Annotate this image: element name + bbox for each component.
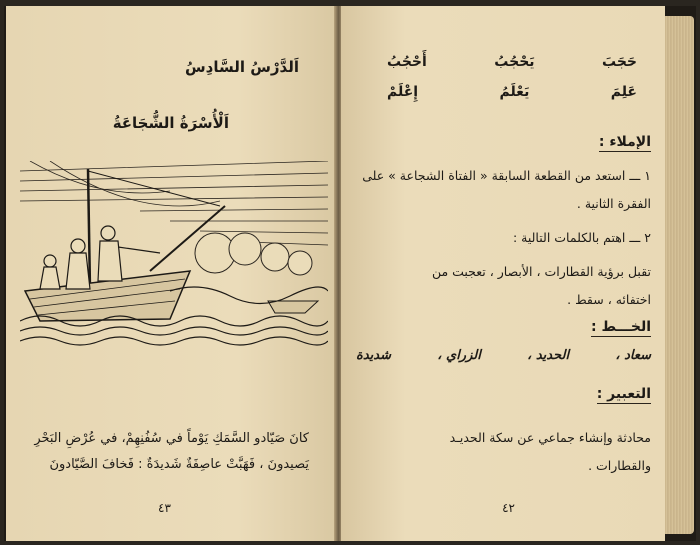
story-paragraph (19, 426, 309, 478)
word: أَحْجُبُ (387, 54, 427, 70)
clouds (195, 233, 312, 275)
word-row (387, 54, 637, 70)
handwriting-words (356, 348, 651, 363)
verb-conjugation-grid (387, 54, 637, 114)
open-book (4, 6, 696, 541)
handwriting-heading: الخـــط : (591, 319, 651, 335)
dictation-words (361, 258, 651, 314)
right-page (341, 6, 665, 541)
word: إِعْلَمْ (387, 84, 419, 100)
expression-paragraph (361, 424, 651, 480)
word: يَحْجُبُ (494, 54, 535, 70)
handwriting-word: الزراي ، (437, 348, 481, 363)
text-line: محادثة وإنشاء جماعي عن سكة الحديـد (449, 430, 651, 445)
page-number-left: ٤٣ (158, 501, 171, 515)
text-line: الفقرة الثانية . (576, 196, 651, 211)
word-row (387, 84, 637, 100)
dictation-item-2: ٢ ـــ اهتم بالكلمات التالية : (512, 230, 651, 245)
page-edges (665, 16, 694, 534)
story-title: اَلْأُسْرَةُ الشُّجَاعَةُ (112, 114, 229, 132)
boat-illustration (20, 161, 328, 346)
text-line: ١ ـــ استعد من القطعة السابقة « الفتاة الشجاعة » على (362, 168, 651, 183)
word: حَجَبَ (602, 54, 637, 70)
text-line: اختفائه ، سقط . (567, 292, 651, 307)
story-line: يَصيدونَ ، فَهَبَّتْ عاصِفَةٌ شَديدَةٌ : فَخافَ الصَّيّادونَ (49, 457, 309, 472)
word: يَعْلَمُ (499, 84, 530, 100)
sky-hatching (20, 161, 328, 245)
text-line: والقطارات . (588, 458, 651, 473)
handwriting-word: شديدة (356, 348, 392, 363)
dictation-heading: الإملاء : (598, 134, 651, 150)
word: عَلِمَ (610, 84, 637, 100)
left-page (6, 6, 337, 541)
story-line: كانَ صَيّادو السَّمَكِ يَوْماً في سُفُنِهِمْ، في عُرْضِ البَحْرِ (34, 431, 309, 446)
page-number-right: ٤٢ (502, 501, 515, 515)
handwriting-word: سعاد ، (615, 348, 651, 363)
dictation-item-1 (361, 162, 651, 218)
handwriting-word: الحديد ، (527, 348, 570, 363)
text-line: تقبل برؤية القطارات ، الأبصار ، تعجبت من (431, 264, 651, 279)
expression-heading: التعبير : (596, 386, 651, 402)
lesson-title: اَلدَّرْسُ السَّادِسُ (184, 58, 299, 76)
